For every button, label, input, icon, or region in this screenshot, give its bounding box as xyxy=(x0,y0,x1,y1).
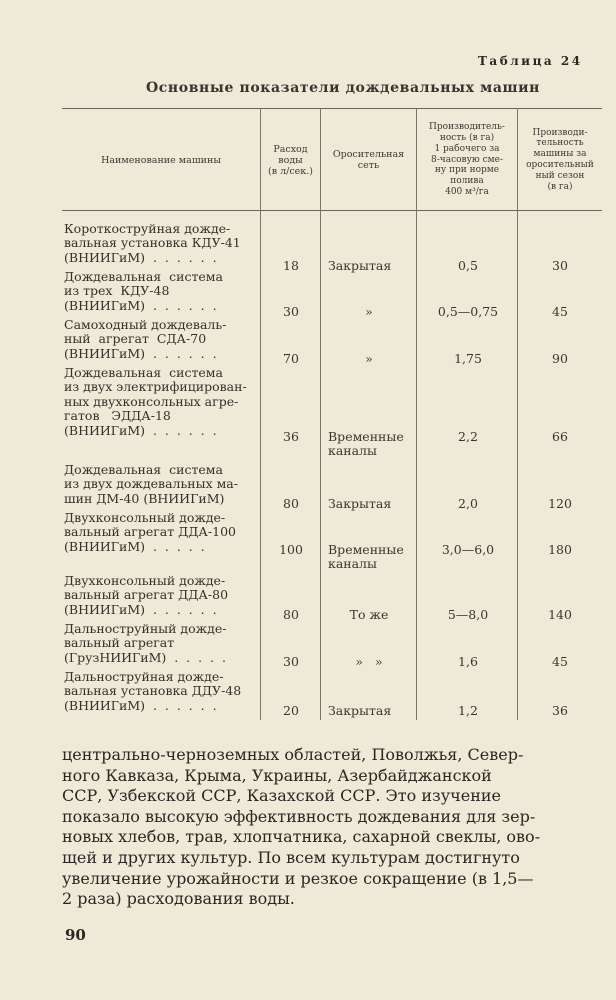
row-4-name: Дождевальная система из двух электрифицирован- ных двухконсольных агре- гатов ЭДДА-18 (ВНИИГиМ) . . . . . . xyxy=(64,365,247,438)
row-2-flow: 30 xyxy=(283,304,299,319)
row-5-season: 120 xyxy=(548,496,572,511)
row-9-season: 36 xyxy=(552,703,568,718)
row-6-name: Двухконсольный дожде- вальный агрегат ДДА-100 (ВНИИГиМ) . . . . . xyxy=(64,510,236,554)
row-9-productivity: 1,2 xyxy=(458,703,478,718)
row-8-productivity: 1,6 xyxy=(458,654,478,669)
row-3-season: 90 xyxy=(552,351,568,366)
row-2-name: Дождевальная система из трех КДУ-48 (ВНИИГиМ) . . . . . . xyxy=(64,269,223,313)
row-6-season: 180 xyxy=(548,542,572,557)
row-3-flow: 70 xyxy=(283,351,299,366)
row-8-network: » » xyxy=(355,654,383,669)
row-1-flow: 18 xyxy=(283,258,299,273)
row-9-flow: 20 xyxy=(283,703,299,718)
row-7-season: 140 xyxy=(548,607,572,622)
row-8-flow: 30 xyxy=(283,654,299,669)
row-4-productivity: 2,2 xyxy=(458,429,478,444)
row-9-name: Дальноструйная дожде- вальная установка ДДУ-48 (ВНИИГиМ) . . . . . . xyxy=(64,669,242,713)
row-6-flow: 100 xyxy=(279,542,303,557)
row-8-name: Дальноструйный дожде- вальный агрегат (ГрузНИИГиМ) . . . . . xyxy=(64,621,227,665)
row-4-season: 66 xyxy=(552,429,568,444)
body-paragraph: центрально-черноземных областей, Поволжья, Север- ного Кавказа, Крыма, Украины, Азербайджанской ССР, Узбекской ССР, Казахской ССР. Это изучение показало высокую эффективность дождевания для зер- новых хлебов, трав, хлопчатника, сахарной свеклы, ово- щей и других культур. По всем культурам достигнуто увеличение урожайности и резкое сокращение (в 1,5— 2 раза) расходования воды. xyxy=(62,745,541,909)
row-1-name: Короткоструйная дожде- вальная установка КДУ-41 (ВНИИГиМ) . . . . . . xyxy=(64,221,241,265)
row-2-network: » xyxy=(365,304,373,319)
row-7-flow: 80 xyxy=(283,607,299,622)
row-4-network: Временные каналы xyxy=(328,429,404,459)
table-title: Основные показатели дождевальных машин xyxy=(146,80,541,96)
row-7-productivity: 5—8,0 xyxy=(447,607,489,622)
row-2-season: 45 xyxy=(552,304,568,319)
table-top-rule xyxy=(62,108,602,109)
header-productivity-shift: Производитель- ность (в га) 1 рабочего за 8-часовую сме- ну при норме полива 400 м³/га xyxy=(429,122,505,197)
row-7-network: То же xyxy=(349,607,389,622)
row-1-season: 30 xyxy=(552,258,568,273)
table-label: Таблица 24 xyxy=(478,54,583,68)
header-network: Оросительная сеть xyxy=(332,149,405,171)
row-5-flow: 80 xyxy=(283,496,299,511)
header-name: Наименование машины xyxy=(101,154,221,166)
row-3-productivity: 1,75 xyxy=(454,351,482,366)
table-header-rule xyxy=(62,210,602,211)
row-1-productivity: 0,5 xyxy=(458,258,478,273)
row-1-network: Закрытая xyxy=(328,258,392,273)
row-3-network: » xyxy=(365,351,373,366)
row-2-productivity: 0,5—0,75 xyxy=(437,304,499,319)
page-number: 90 xyxy=(65,926,86,944)
row-5-network: Закрытая xyxy=(328,496,392,511)
row-3-name: Самоходный дождеваль- ный агрегат СДА-70 (ВНИИГиМ) . . . . . . xyxy=(64,317,227,361)
row-9-network: Закрытая xyxy=(328,703,392,718)
row-7-name: Двухконсольный дожде- вальный агрегат ДДА-80 (ВНИИГиМ) . . . . . . xyxy=(64,573,229,617)
row-6-network: Временные каналы xyxy=(328,542,404,572)
row-5-productivity: 2,0 xyxy=(458,496,478,511)
row-6-productivity: 3,0—6,0 xyxy=(441,542,495,557)
row-8-season: 45 xyxy=(552,654,568,669)
row-5-name: Дождевальная система из двух дождевальных ма- шин ДМ-40 (ВНИИГиМ) xyxy=(64,462,238,506)
header-productivity-season: Производи- тельность машины за оросительный ный сезон (в га) xyxy=(526,127,594,192)
header-flow: Расход воды (в л/сек.) xyxy=(268,143,313,177)
row-4-flow: 36 xyxy=(283,429,299,444)
